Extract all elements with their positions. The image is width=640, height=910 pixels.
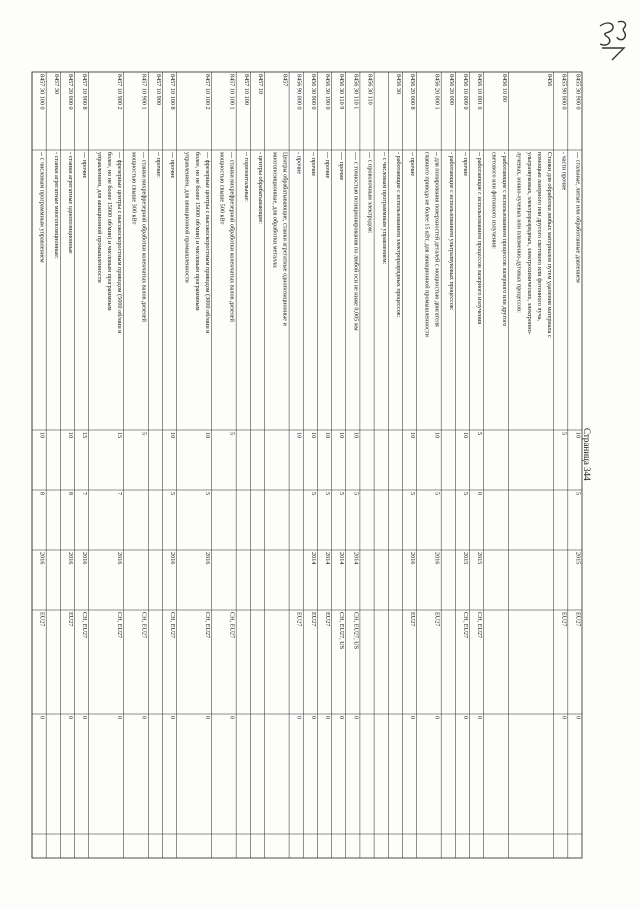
row-description: --- фрезерные центры с высокоскоростным приводом (5000 об/мин и [116,152,124,334]
cell-last: 0 [228,716,236,720]
cell-code: 8457 10 900 2 [116,74,124,110]
cell-v2: 5 [574,492,582,496]
table-row [346,72,360,858]
cell-v1: 10 [38,432,46,439]
cell-v1: 10 [338,432,346,439]
cell-v1: 10 [462,432,470,439]
cell-year: 2014 [309,552,317,565]
row-description: ---- прочие [338,152,346,181]
table-row [317,72,331,858]
cell-v1: 10 [204,432,212,439]
cell-code: 8457 10 100 1 [228,74,236,110]
row-description: -- прочие [309,152,317,177]
cell-v2: 5 [433,492,441,496]
cell-countries: CH, EU27 [169,612,177,639]
table-row [124,72,148,858]
cell-countries: CH, EU27 [204,612,212,639]
cell-v1: 5 [228,432,236,436]
cell-last: 0 [352,716,360,720]
cell-v1: 10 [433,432,441,439]
cell-code: 8456 20 000 [447,74,455,105]
cell-year: 2016 [409,552,417,565]
cell-countries: CH, EU27 [476,612,484,639]
cell-countries: EU27 [38,612,46,627]
cell-year: 2016 [38,552,46,565]
cell-last: 0 [476,716,484,720]
row-description: помощью лазерного или другого светового или фотонного луча, [535,152,543,322]
cell-code: 8456 20 000 8 [409,74,417,110]
row-description: --- стальные, литые или обработанные давлением [574,152,582,283]
cell-v1: 5 [476,432,484,436]
table-row [303,72,317,858]
cell-countries: EU27 [324,612,332,627]
row-description: --- с проволочным электродом: [366,152,374,234]
table-row [75,72,89,858]
cell-last: 0 [204,716,212,720]
cell-last: 0 [38,716,46,720]
row-description: светового или фотонного излучения: [490,152,498,249]
cell-last: 0 [433,716,441,720]
cell-last: 0 [140,716,148,720]
cell-code: 8457 [281,74,289,87]
cell-year: 2014 [352,552,360,565]
cell-v1: 10 [324,432,332,439]
cell-v1: 10 [409,432,417,439]
row-description: --- прочие [324,152,332,179]
row-description: управлением, для авиационной промышленности [95,152,103,283]
cell-year: 2016 [433,552,441,565]
cell-v1: 10 [574,432,582,439]
row-description: --- фрезерные центры с высокоскоростным приводом (3000 об/мин и [204,152,212,334]
table-row [250,72,264,858]
cell-countries: EU27 [295,612,303,627]
cell-last: 0 [295,716,303,720]
cell-last: 0 [462,716,470,720]
cell-code: 8457 20 000 0 [67,74,75,110]
cell-year: 2016 [169,552,177,565]
row-description: лучевых, ионно-лучевых или плазменно-дуговых процессов: [515,152,523,313]
cell-year: 2016 [116,552,124,565]
cell-v1: 10 [352,432,360,439]
row-description: ---- с точностью позиционирования по любой оси не ниже 0,005 мм [352,152,360,331]
cell-v2: 0 [476,492,484,496]
cell-code: 8456 10 001 0 [476,74,484,110]
row-description: - работающие с использованием электроразрядных процессов: [394,152,402,318]
cell-v2: 8 [38,492,46,496]
row-description: --- станки вихрефрезерной обработки коленчатых валов дизелей [228,152,236,322]
cell-code: 8455 30 900 0 [574,74,582,110]
cell-code: 8456 10 00 [500,74,508,102]
cell-countries: CH, EU27 [140,612,148,639]
row-description: - станки агрегатные многопозиционные: [52,152,60,259]
cell-code: 8456 10 009 0 [462,74,470,110]
table-row [417,72,441,858]
table-row [374,72,388,858]
cell-v2: 5 [324,492,332,496]
row-description: -- с числовым программным управлением: [380,152,388,265]
table-row [236,72,250,858]
table-row [32,72,46,858]
table-row [46,72,60,858]
row-description: - части прочие [560,152,568,191]
table-row [470,72,484,858]
cell-v2: 5 [462,492,470,496]
row-description: - центры обрабатывающие: [256,152,264,224]
cell-last: 0 [309,716,317,720]
cell-countries: CH, EU27 [462,612,470,639]
cell-countries: CH, EU27, US [338,612,346,650]
cell-last: 0 [324,716,332,720]
cell-countries: CH, EU27, US [352,612,360,650]
cell-countries: CH, EU27 [116,612,124,639]
row-description: -- работающие с использованием процессов лазерного излучения [476,152,484,325]
table-row [162,72,176,858]
table-row [212,72,236,858]
table-row [360,72,374,858]
table-row [508,72,553,858]
cell-code: 8456 [546,74,554,87]
cell-countries: EU27 [67,612,75,627]
cell-year: 2014 [324,552,332,565]
row-description: Центры обрабатывающие, станки агрегатные однопозиционные и [281,152,289,326]
row-description: более, но не более 15000 об/мин) и числовым программным [193,152,201,311]
cell-countries: EU27 [309,612,317,627]
cell-countries: EU27 [433,612,441,627]
cell-code: 8456 30 900 0 [309,74,317,110]
row-description: - прочие [295,152,303,175]
table-row [148,72,162,858]
table-row [332,72,346,858]
cell-v2: 5 [309,492,317,496]
row-description: --- прочие [81,152,89,179]
cell-code: 8457 30 100 0 [38,74,46,110]
cell-v2: 7 [116,492,124,496]
row-description: управлением, для авиационной промышленности [183,152,191,283]
cell-code: 8457 10 [256,74,264,95]
cell-code: 8456 30 110 [366,74,374,105]
table-row [60,72,74,858]
cell-v1: 5 [560,432,568,436]
cell-v1: 15 [116,432,124,439]
table-row [289,72,303,858]
table-row [402,72,416,858]
cell-year: 2016 [204,552,212,565]
cell-countries: EU27 [560,612,568,627]
cell-last: 0 [409,716,417,720]
cell-last: 0 [67,716,75,720]
cell-code: 8457 10 100 8 [169,74,177,110]
row-description: - станки агрегатные однопозиционные [67,152,75,254]
cell-v1: 10 [295,432,303,439]
cell-v2: 5 [409,492,417,496]
cell-code: 8457 30 [52,74,60,95]
cell-last: 0 [169,716,177,720]
cell-v2: 5 [338,492,346,496]
cell-countries: CH, EU27 [228,612,236,639]
row-description: многопозиционные, для обработки металла: [271,152,279,269]
row-description: --- станки вихрефрезерной обработки коленчатых валов дизелей [140,152,148,322]
table-row [554,72,568,858]
cell-v1: 10 [309,432,317,439]
cell-code: 8456 90 000 0 [295,74,303,110]
row-description: мощностью свыше 300 кВт [130,152,138,225]
cell-last: 0 [338,716,346,720]
row-description: -- прочие: [154,152,162,178]
table-row [568,72,582,858]
cell-countries: CH, EU27 [81,612,89,639]
table-row [89,72,123,858]
cell-v2: 5 [169,492,177,496]
cell-code: 8457 10 900 1 [140,74,148,110]
cell-year: 2015 [574,552,582,565]
cell-code: 8455 90 000 0 [560,74,568,110]
row-description: более, но не более 15000 об/мин) и числовым программным [105,152,113,311]
cell-code: 8456 30 [394,74,402,95]
row-description: --- прочие [169,152,177,179]
row-description: - работающие с использованием ультразвуковых процессов: [447,152,455,311]
row-description: -- прочие [462,152,470,177]
cell-v2: 8 [67,492,75,496]
row-description: -- для полирования поверхностей деталей с мощностью двигателя [433,152,441,327]
cell-code: 8456 30 110 1 [352,74,360,110]
cell-last: 0 [560,716,568,720]
cell-last: 0 [81,716,89,720]
cell-code: 8457 10 100 [242,74,250,105]
table-border [32,72,582,858]
row-description: -- с числовым программным управлением [38,152,46,263]
table-row [264,72,288,858]
cell-code: 8456 30 190 0 [324,74,332,110]
cell-year: 2016 [67,552,75,565]
table-row [388,72,402,858]
table-row [455,72,469,858]
row-description: ультразвуковых, электроразрядных, электрохимических, электронно- [525,152,533,335]
cell-countries: EU27 [409,612,417,627]
row-description: главного привода не более 15 кВт, для авиационной промышленности [423,152,431,337]
cell-v1: 5 [140,432,148,436]
row-description: -- горизонтальные: [242,152,250,202]
cell-last: 0 [574,716,582,720]
cell-code: 8457 10 900 8 [81,74,89,110]
cell-year: 2016 [81,552,89,565]
cell-year: 2014 [338,552,346,565]
table-row [177,72,211,858]
row-description: - работающие с использованием процессов лазерного или другого [500,152,508,327]
table-row [484,72,508,858]
cell-v1: 10 [67,432,75,439]
cell-v1: 15 [81,432,89,439]
cell-year: 2015 [476,552,484,565]
cell-last: 0 [116,716,124,720]
handwritten-page-number [594,18,634,62]
row-description: -- прочие [409,152,417,177]
cell-v2: 7 [81,492,89,496]
table-row [441,72,455,858]
row-description: мощностью свыше 500 кВт [218,152,226,225]
cell-v1: 10 [169,432,177,439]
cell-countries: EU27 [574,612,582,627]
cell-code: 8457 10 100 2 [204,74,212,110]
cell-code: 8456 30 110 9 [338,74,346,110]
page-label: Страница 344 [582,428,592,481]
cell-year: 2015 [462,552,470,565]
cell-code: 8456 20 000 1 [433,74,441,110]
cell-code: 8457 10 900 [154,74,162,105]
cell-v2: 5 [204,492,212,496]
row-description: Станки для обработки любых материалов путем удаления материала с [546,152,554,338]
cell-v2: 5 [352,492,360,496]
